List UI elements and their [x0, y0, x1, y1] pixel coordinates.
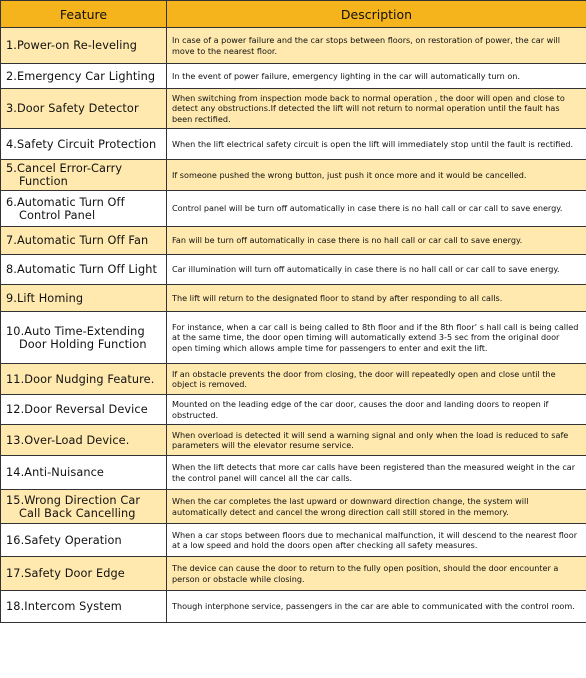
- feature-name: 18.Intercom System: [6, 600, 122, 613]
- feature-cell: [1, 129, 167, 160]
- feature-name: 15.Wrong Direction Car: [6, 493, 141, 507]
- feature-cell: [1, 364, 167, 395]
- table-row: [1, 129, 586, 160]
- description-cell: When switching from inspection mode back to normal operation , the door will open and close to detect any obstructions.If detected the lift will not return to normal operation until the fault has been rectified.: [167, 89, 586, 129]
- table-row: [1, 255, 586, 285]
- feature-cell: [1, 591, 167, 623]
- table-row: [1, 591, 586, 623]
- table-row: [1, 490, 586, 524]
- feature-cell: [1, 456, 167, 490]
- feature-name: 8.Automatic Turn Off Light: [6, 263, 158, 276]
- feature-name: 7.Automatic Turn Off Fan: [6, 234, 149, 247]
- description-cell: Mounted on the leading edge of the car door, causes the door and landing doors to reopen if obstructed.: [167, 395, 586, 425]
- description-cell: Control panel will be turn off automatically in case there is no hall call or car call to save energy.: [167, 191, 586, 227]
- table-row: [1, 524, 586, 557]
- description-cell: The lift will return to the designated floor to stand by after responding to all calls.: [167, 285, 586, 312]
- table-row: [1, 64, 586, 89]
- description-cell: When the lift electrical safety circuit is open the lift will immediately stop until the fault is rectified.: [167, 129, 586, 160]
- table-row: [1, 191, 586, 227]
- table-row: [1, 285, 586, 312]
- table-row: [1, 160, 586, 191]
- header-row: [1, 1, 586, 28]
- feature-cell: [1, 28, 167, 64]
- feature-cell: [1, 395, 167, 425]
- feature-cell: [1, 64, 167, 89]
- table-row: [1, 557, 586, 591]
- table-row: [1, 456, 586, 490]
- table-row: [1, 28, 586, 64]
- description-cell: Car illumination will turn off automatically in case there is no hall call or car call to save energy.: [167, 255, 586, 285]
- feature-cell: [1, 490, 167, 524]
- feature-cell: [1, 285, 167, 312]
- feature-name: 5.Cancel Error-Carry: [6, 162, 123, 175]
- feature-cell: [1, 524, 167, 557]
- table-body: [1, 28, 586, 623]
- feature-name: 2.Emergency Car Lighting: [6, 69, 156, 83]
- feature-name: 16.Safety Operation: [6, 533, 122, 547]
- feature-name: 17.Safety Door Edge: [6, 567, 125, 580]
- feature-cell: [1, 255, 167, 285]
- feature-name: Function: [19, 175, 68, 188]
- table-row: [1, 364, 586, 395]
- description-cell: In the event of power failure, emergency lighting in the car will automatically turn on.: [167, 64, 586, 89]
- feature-name: 13.Over-Load Device.: [6, 433, 130, 447]
- feature-cell: [1, 227, 167, 255]
- table-row: [1, 312, 586, 364]
- description-cell: The device can cause the door to return to the fully open position, should the door encounter a person or obstacle while closing.: [167, 557, 586, 591]
- feature-column-header: Feature: [1, 1, 167, 28]
- description-cell: When overload is detected it will send a warning signal and only when the load is reduced to safe parameters will the elevator resume service.: [167, 425, 586, 456]
- table-row: [1, 425, 586, 456]
- description-column-header: Description: [167, 1, 586, 28]
- feature-cell: [1, 312, 167, 364]
- feature-name: 12.Door Reversal Device: [6, 403, 148, 416]
- feature-name: 1.Power-on Re-leveling: [6, 39, 138, 52]
- feature-cell: [1, 557, 167, 591]
- feature-name: 9.Lift Homing: [6, 291, 84, 305]
- description-cell: If an obstacle prevents the door from closing, the door will repeatedly open and close until the object is removed.: [167, 364, 586, 395]
- feature-name: 3.Door Safety Detector: [6, 102, 139, 115]
- feature-name: Control Panel: [19, 208, 96, 222]
- feature-cell: [1, 425, 167, 456]
- description-cell: If someone pushed the wrong button, just push it once more and it would be cancelled.: [167, 160, 586, 191]
- feature-name: 6.Automatic Turn Off: [6, 195, 125, 209]
- description-cell: When the car completes the last upward or downward direction change, the system will automatically detect and cancel the wrong direction call still stored in the memory.: [167, 490, 586, 524]
- feature-name: 14.Anti-Nuisance: [6, 466, 104, 479]
- feature-name: 10.Auto Time-Extending: [6, 324, 145, 338]
- description-cell: Fan will be turn off automatically in case there is no hall call or car call to save energy.: [167, 227, 586, 255]
- feature-cell: [1, 160, 167, 191]
- description-cell: When the lift detects that more car calls have been registered than the measured weight in the car the control panel will cancel all the car calls.: [167, 456, 586, 490]
- table-row: [1, 395, 586, 425]
- description-cell: Though interphone service, passengers in the car are able to communicated with the control room.: [167, 591, 586, 623]
- table-row: [1, 89, 586, 129]
- description-cell: In case of a power failure and the car stops between floors, on restoration of power, the car will move to the nearest floor.: [167, 28, 586, 64]
- feature-name: Door Holding Function: [19, 337, 147, 351]
- feature-cell: [1, 89, 167, 129]
- feature-name: Call Back Cancelling: [19, 506, 136, 520]
- table-row: [1, 227, 586, 255]
- description-cell: For instance, when a car call is being called to 8th floor and if the 8th floor’ s hall call is being called at the same time, the door open timing will automatically extend 3-5 sec from the original door open timing which allows ample time for passengers to enter and exit the lift.: [167, 312, 586, 364]
- feature-name: 4.Safety Circuit Protection: [6, 137, 157, 151]
- feature-name: 11.Door Nudging Feature.: [6, 372, 155, 386]
- feature-cell: [1, 191, 167, 227]
- description-cell: When a car stops between floors due to mechanical malfunction, it will descend to the nearest floor at a low speed and hold the doors open after checking all safety measures.: [167, 524, 586, 557]
